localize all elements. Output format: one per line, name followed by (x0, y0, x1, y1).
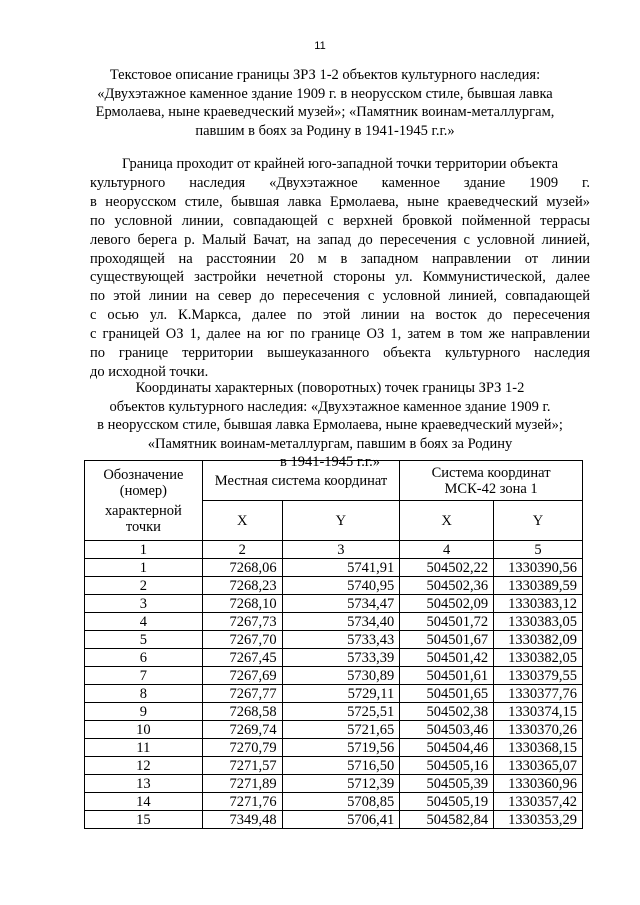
local-y-cell: 5725,51 (282, 703, 400, 721)
table-row (85, 775, 583, 793)
table-row (85, 811, 583, 829)
msk-y-cell: 1330368,15 (494, 739, 583, 757)
body-line: с осью ул. К.Маркса, далее по этой линии на восток до пересечения (90, 307, 590, 324)
point-number-cell: 13 (85, 775, 203, 793)
msk-y-cell: 1330377,76 (494, 685, 583, 703)
table-row (85, 577, 583, 595)
table-row (85, 721, 583, 739)
table-row (85, 703, 583, 721)
table-row (85, 631, 583, 649)
local-y-cell: 5708,85 (282, 793, 400, 811)
body-line: с границей ОЗ 1, далее на юг по границе ОЗ 1, затем в том же направлении (90, 326, 590, 343)
local-y-cell: 5734,40 (282, 613, 400, 631)
column-number: 2 (202, 541, 282, 559)
heading-line: павшим в боях за Родину в 1941-1945 г.г.» (195, 122, 455, 139)
local-y-cell: 5706,41 (282, 811, 400, 829)
msk-y-cell: 1330382,05 (494, 649, 583, 667)
coordinates-table (84, 460, 583, 829)
column-number: 5 (494, 541, 583, 559)
local-y-cell: 5741,91 (282, 559, 400, 577)
table-title-line: Координаты характерных (поворотных) точек границы ЗРЗ 1-2 (135, 380, 525, 396)
body-line: левого берега р. Малый Бачат, на запад до пересечения с условной линией, (90, 231, 590, 248)
msk-x-cell: 504501,72 (400, 613, 494, 631)
table-title-line: объектов культурного наследия: «Двухэтажное каменное здание 1909 г. (109, 398, 551, 415)
table-row (85, 667, 583, 685)
boundary-description (90, 155, 590, 382)
msk-x-cell: 504501,61 (400, 667, 494, 685)
msk-x-cell: 504504,46 (400, 739, 494, 757)
point-number-cell: 11 (85, 739, 203, 757)
table-row (85, 793, 583, 811)
point-number-cell: 10 (85, 721, 203, 739)
table-row (85, 613, 583, 631)
column-number: 1 (85, 541, 203, 559)
msk-x-cell: 504501,42 (400, 649, 494, 667)
body-line: культурного наследия «Двухэтажное каменное здание 1909 г. (90, 174, 590, 191)
local-system-header: Местная система координат (202, 461, 399, 501)
table-title-line: в неорусском стиле, бывшая лавка Ермолаева, ныне краеведческий музей»; (97, 417, 563, 433)
msk-x-cell: 504502,09 (400, 595, 494, 613)
column-numbers-row (85, 541, 583, 559)
msk-y-cell: 1330383,12 (494, 595, 583, 613)
local-y-header: Y (282, 501, 400, 541)
local-y-cell: 5730,89 (282, 667, 400, 685)
designation-header-line: точки (125, 518, 161, 535)
table-row (85, 649, 583, 667)
table-title-line: «Памятник воинам-металлургам, павшим в боях за Родину (147, 435, 513, 452)
local-x-cell: 7268,10 (202, 595, 282, 613)
msk-y-cell: 1330370,26 (494, 721, 583, 739)
local-x-cell: 7267,70 (202, 631, 282, 649)
msk-x-cell: 504582,84 (400, 811, 494, 829)
local-y-cell: 5719,56 (282, 739, 400, 757)
heading-line: Ермолаева, ныне краеведческий музей»; «Памятник воинам-металлургам, (95, 104, 555, 120)
local-x-cell: 7267,69 (202, 667, 282, 685)
table-row (85, 595, 583, 613)
body-line: по границе территории вышеуказанного объекта культурного наследия (90, 345, 590, 362)
msk-x-cell: 504502,22 (400, 559, 494, 577)
msk-y-cell: 1330390,56 (494, 559, 583, 577)
body-line: до исходной точки. (90, 363, 209, 380)
msk-y-cell: 1330353,29 (494, 811, 583, 829)
local-y-cell: 5734,47 (282, 595, 400, 613)
local-x-cell: 7270,79 (202, 739, 282, 757)
table-row (85, 739, 583, 757)
table-header-row (85, 461, 583, 501)
msk-x-cell: 504502,36 (400, 577, 494, 595)
point-number-cell: 9 (85, 703, 203, 721)
msk-system-header (400, 461, 583, 501)
point-number-cell: 12 (85, 757, 203, 775)
local-x-cell: 7267,77 (202, 685, 282, 703)
local-x-cell: 7271,76 (202, 793, 282, 811)
body-line: Граница проходит от крайней юго-западной точки территории объекта (122, 156, 559, 172)
body-line: проходящей на расстоянии 20 м в западном направлении от линии (90, 250, 590, 267)
point-number-cell: 3 (85, 595, 203, 613)
msk-y-cell: 1330357,42 (494, 793, 583, 811)
local-x-cell: 7267,45 (202, 649, 282, 667)
msk-y-cell: 1330360,96 (494, 775, 583, 793)
msk-x-cell: 504505,39 (400, 775, 494, 793)
table-row (85, 685, 583, 703)
designation-header-line: Обозначение (103, 466, 184, 483)
msk-y-cell: 1330379,55 (494, 667, 583, 685)
body-line: по этой линии на север до пересечения с условной линией, совпадающей (90, 288, 590, 305)
point-number-cell: 2 (85, 577, 203, 595)
table-row (85, 757, 583, 775)
local-y-cell: 5721,65 (282, 721, 400, 739)
local-x-cell: 7271,89 (202, 775, 282, 793)
msk-y-cell: 1330382,09 (494, 631, 583, 649)
local-y-cell: 5733,39 (282, 649, 400, 667)
local-x-cell: 7271,57 (202, 757, 282, 775)
msk-x-cell: 504505,19 (400, 793, 494, 811)
body-line: существующей застройки нечетной стороны ул. Коммунистической, далее (90, 269, 590, 286)
local-x-cell: 7268,06 (202, 559, 282, 577)
msk-x-cell: 504501,67 (400, 631, 494, 649)
point-number-cell: 7 (85, 667, 203, 685)
point-number-cell: 1 (85, 559, 203, 577)
table-title (70, 379, 590, 472)
point-number-cell: 14 (85, 793, 203, 811)
local-y-cell: 5733,43 (282, 631, 400, 649)
msk-x-cell: 504505,16 (400, 757, 494, 775)
point-number-cell: 5 (85, 631, 203, 649)
point-number-cell: 4 (85, 613, 203, 631)
body-line: по условной линии, совпадающей с верхней бровкой пойменной террасы (90, 212, 590, 229)
msk-y-cell: 1330365,07 (494, 757, 583, 775)
column-number: 4 (400, 541, 494, 559)
local-x-cell: 7349,48 (202, 811, 282, 829)
local-y-cell: 5712,39 (282, 775, 400, 793)
msk-x-cell: 504502,38 (400, 703, 494, 721)
point-number-cell: 8 (85, 685, 203, 703)
local-y-cell: 5729,11 (282, 685, 400, 703)
msk-y-cell: 1330374,15 (494, 703, 583, 721)
msk-y-cell: 1330389,59 (494, 577, 583, 595)
heading-line: «Двухэтажное каменное здание 1909 г. в неорусском стиле, бывшая лавка (97, 85, 553, 102)
local-x-cell: 7267,73 (202, 613, 282, 631)
msk-header-line: Система координат (431, 464, 551, 481)
designation-header-line: (номер) (119, 482, 168, 499)
msk-x-cell: 504503,46 (400, 721, 494, 739)
table-title-line: в 1941-1945 г.г.» (279, 454, 381, 470)
local-x-cell: 7268,58 (202, 703, 282, 721)
designation-header (85, 461, 203, 541)
document-heading (90, 66, 560, 140)
msk-header-line: МСК-42 зона 1 (444, 480, 538, 497)
table-row (85, 559, 583, 577)
msk-y-cell: 1330383,05 (494, 613, 583, 631)
local-x-cell: 7268,23 (202, 577, 282, 595)
local-y-cell: 5740,95 (282, 577, 400, 595)
heading-line: Текстовое описание границы ЗРЗ 1-2 объектов культурного наследия: (109, 67, 541, 83)
msk-x-header: X (400, 501, 494, 541)
point-number-cell: 6 (85, 649, 203, 667)
designation-header-line: характерной (104, 502, 182, 519)
point-number-cell: 15 (85, 811, 203, 829)
page-number: 11 (314, 40, 326, 52)
column-number: 3 (282, 541, 400, 559)
local-x-cell: 7269,74 (202, 721, 282, 739)
body-line: в неорусском стиле, бывшая лавка Ермолаева, ныне краеведческий музей» (90, 193, 590, 210)
local-x-header: X (202, 501, 282, 541)
local-y-cell: 5716,50 (282, 757, 400, 775)
msk-x-cell: 504501,65 (400, 685, 494, 703)
msk-y-header: Y (494, 501, 583, 541)
